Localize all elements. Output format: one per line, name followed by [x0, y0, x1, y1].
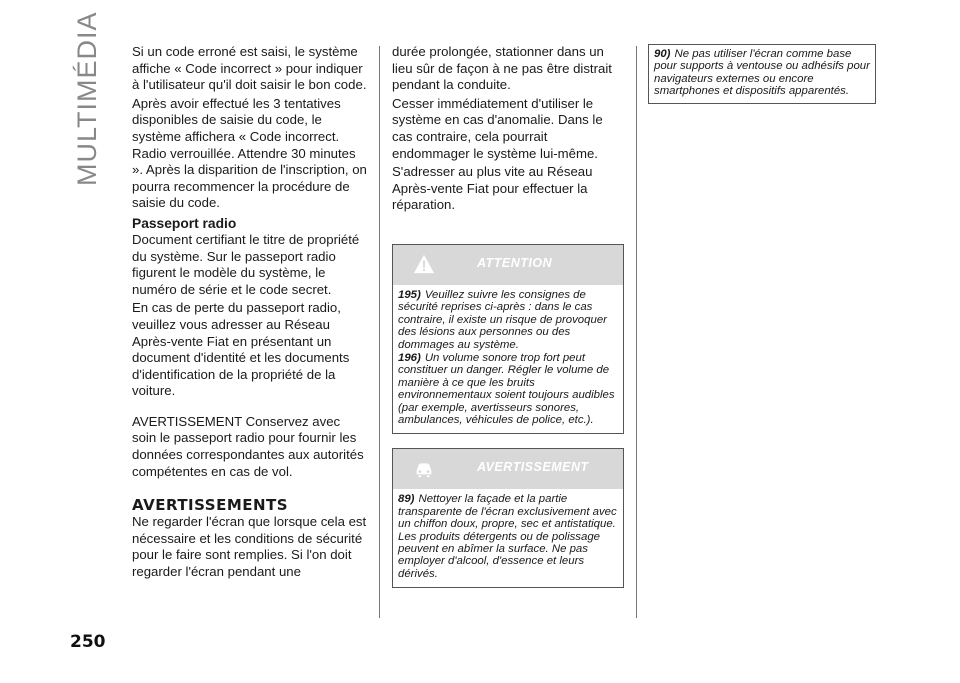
note [654, 48, 870, 98]
note-number: 89) [398, 493, 415, 506]
attention-box [392, 244, 624, 434]
paragraph: En cas de perte du passeport radio, veuillez vous adresser au Réseau Après-vente Fiat en présentant un document d'identité et les documents d'identification de la propriété de la voiture. [132, 300, 350, 399]
note-text: Nettoyer la façade et la partie transparente de l'écran exclusivement avec un chiffon doux, propre, sec et antistatique. Les produits détergents ou de polissage peuvent en abîmer la surface. Ne pas employer d'alcool, d'essence et leurs dérivés. [398, 493, 617, 580]
page-number: 250 [70, 632, 106, 652]
warning-box-title: AVERTISSEMENT [477, 460, 589, 475]
paragraph: S'adresser au plus vite au Réseau Après-vente Fiat pour effectuer la réparation. [392, 164, 593, 213]
attention-box-title: ATTENTION [477, 255, 553, 270]
note-text: Ne pas utiliser l'écran comme base pour supports à ventouse ou adhésifs pour navigateurs externes ou encore smartphones et dispositifs apparentés. [654, 48, 870, 98]
note [398, 493, 618, 580]
heading-passport: Passeport radio [132, 215, 237, 231]
heading-warnings: AVERTISSEMENTS [132, 496, 289, 515]
paragraph: durée prolongée, stationner dans un lieu sûr de façon à ne pas être distrait pendant la conduite. [392, 44, 612, 93]
column-2 [392, 44, 624, 588]
note-text: Un volume sonore trop fort peut constituer un danger. Régler le volume de manière à ce que les bruits environnementaux soient toujours audibles (par exemple, avertisseurs sonores, ambulances, véhicules de police, etc.). [398, 351, 615, 426]
car-warning-icon [413, 457, 435, 479]
column-divider [636, 46, 637, 618]
note [398, 352, 618, 426]
warning-box [392, 448, 624, 588]
note-number: 90) [654, 48, 671, 60]
warning-box-body [393, 489, 623, 587]
paragraph: Après avoir effectué les 3 tentatives disponibles de saisie du code, le système affichera « Code incorrect. Radio verrouillée. Attendre 30 minutes ». Après la disparition de l'inscription, on pourra recommencer la procédure de saisie du code. [132, 95, 367, 211]
paragraph: Ne regarder l'écran que lorsque cela est nécessaire et les conditions de sécurité pour le faire sont remplies. Si l'on doit regarder l'écran pendant une [132, 514, 367, 580]
attention-box-header [393, 245, 623, 285]
attention-box-body [393, 285, 623, 433]
warning-triangle-icon [413, 253, 435, 275]
note [398, 289, 618, 351]
column-1 [132, 44, 367, 583]
paragraph: Si un code erroné est saisi, le système affiche « Code incorrect » pour indiquer à l'utilisateur qu'il doit saisir le bon code. [132, 44, 367, 93]
column-divider [379, 46, 380, 618]
paragraph: Cesser immédiatement d'utiliser le système en cas d'anomalie. Dans le cas contraire, cela pourrait endommager le système lui-même. [392, 95, 603, 161]
warning-box-header [393, 449, 623, 489]
note-number: 195) [398, 288, 421, 301]
paragraph: Document certifiant le titre de propriété du système. Sur le passeport radio figurent le modèle du système, le numéro de série et le code secret. [132, 231, 360, 297]
note-text: Veuillez suivre les consignes de sécurité reprises ci-après : dans le cas contraire, il existe un risque de provoquer des lésions aux personnes ou des dommages au système. [398, 288, 607, 351]
note-box [648, 44, 876, 104]
note-number: 196) [398, 351, 421, 364]
column-3 [648, 44, 876, 104]
paragraph: AVERTISSEMENT Conservez avec soin le passeport radio pour fournir les données correspondantes aux autorités compétentes en cas de vol. [132, 413, 364, 479]
section-title: MULTIMÉDIA [72, 11, 102, 186]
